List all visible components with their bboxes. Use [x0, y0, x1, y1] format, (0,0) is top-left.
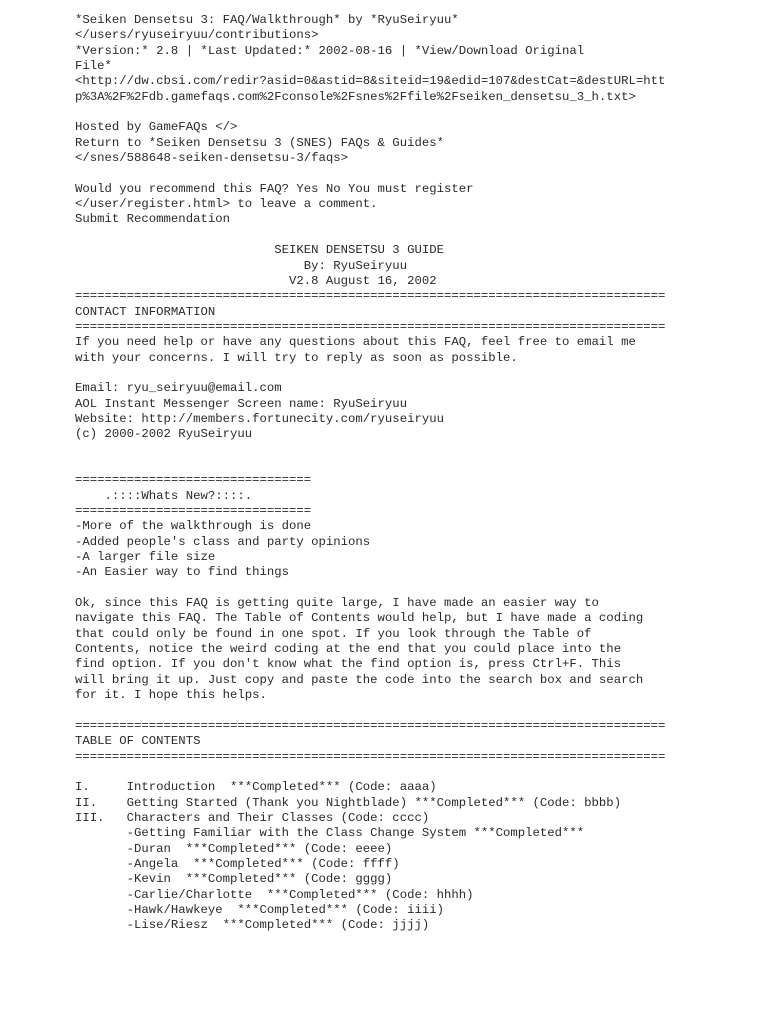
text-line: ================================================================================	[75, 749, 666, 764]
text-line	[75, 765, 665, 780]
text-line: ================================================================================	[75, 718, 666, 733]
text-line: Email: ryu_seiryuu@email.com	[75, 381, 282, 396]
text-line: navigate this FAQ. The Table of Contents would help, but I have made a coding	[75, 611, 644, 626]
text-line: ================================	[75, 473, 312, 488]
text-line: -Hawk/Hawkeye ***Completed*** (Code: iiii)	[75, 902, 444, 917]
text-line: -Lise/Riesz ***Completed*** (Code: jjjj)	[75, 918, 430, 933]
text-line: </users/ryuseiryuu/contributions>	[75, 28, 319, 43]
text-line: ================================================================================	[75, 319, 666, 334]
text-line: will bring it up. Just copy and paste the code into the search box and search	[75, 672, 644, 687]
text-line	[75, 105, 665, 120]
text-line: If you need help or have any questions about this FAQ, feel free to email me	[75, 335, 636, 350]
text-line	[75, 366, 665, 381]
text-line: Ok, since this FAQ is getting quite large, I have made an easier way to	[75, 596, 599, 611]
text-line: CONTACT INFORMATION	[75, 304, 216, 319]
text-line: that could only be found in one spot. If you look through the Table of	[75, 626, 592, 641]
text-line	[75, 581, 665, 596]
text-line: -Getting Familiar with the Class Change System ***Completed***	[75, 826, 585, 841]
text-line	[75, 443, 665, 458]
text-line	[75, 703, 665, 718]
text-line: ================================================================================	[75, 289, 666, 304]
text-line: AOL Instant Messenger Screen name: RyuSeiryuu	[75, 396, 408, 411]
faq-document-text	[75, 13, 665, 934]
text-line	[75, 228, 665, 243]
text-line: ================================	[75, 504, 312, 518]
text-line: II. Getting Started (Thank you Nightblade) ***Completed*** (Code: bbbb)	[75, 795, 622, 810]
text-line: -Added people's class and party opinions	[75, 534, 371, 549]
text-line: SEIKEN DENSETSU 3 GUIDE	[75, 243, 444, 258]
text-line: III. Characters and Their Classes (Code: cccc)	[75, 810, 430, 825]
text-line: -Duran ***Completed*** (Code: eeee)	[75, 841, 393, 856]
text-line: -Kevin ***Completed*** (Code: gggg)	[75, 872, 393, 887]
text-line: TABLE OF CONTENTS	[75, 734, 201, 749]
text-line: *Seiken Densetsu 3: FAQ/Walkthrough* by *RyuSeiryuu*	[75, 13, 459, 27]
text-line: <http://dw.cbsi.com/redir?asid=0&astid=8&siteid=19&edid=107&destCat=&destURL=htt	[75, 74, 666, 89]
text-line	[75, 166, 665, 181]
text-line: -More of the walkthrough is done	[75, 519, 312, 534]
text-line: Submit Recommendation	[75, 212, 230, 227]
text-line: -Carlie/Charlotte ***Completed*** (Code: hhhh)	[75, 887, 474, 902]
text-line: p%3A%2F%2Fdb.gamefaqs.com%2Fconsole%2Fsnes%2Ffile%2Fseiken_densetsu_3_h.txt>	[75, 89, 636, 104]
text-line: File*	[75, 59, 112, 74]
text-line: for it. I hope this helps.	[75, 688, 267, 703]
text-line: Return to *Seiken Densetsu 3 (SNES) FAQs & Guides*	[75, 135, 444, 150]
text-line: Would you recommend this FAQ? Yes No You must register	[75, 181, 474, 196]
text-line: -A larger file size	[75, 550, 216, 565]
text-line: Website: http://members.fortunecity.com/ryuseiryuu	[75, 411, 444, 426]
text-line: *Version:* 2.8 | *Last Updated:* 2002-08-16 | *View/Download Original	[75, 43, 585, 58]
text-line: Hosted by GameFAQs </>	[75, 120, 238, 135]
text-line: .::::Whats New?::::.	[75, 488, 253, 503]
text-line	[75, 458, 665, 473]
text-line: (c) 2000-2002 RyuSeiryuu	[75, 427, 253, 442]
text-line: find option. If you don't know what the find option is, press Ctrl+F. This	[75, 657, 622, 672]
text-line: </user/register.html> to leave a comment.	[75, 197, 378, 212]
text-line: with your concerns. I will try to reply as soon as possible.	[75, 350, 518, 365]
text-line: By: RyuSeiryuu	[75, 258, 408, 273]
text-line: Contents, notice the weird coding at the end that you could place into the	[75, 642, 622, 657]
text-line: I. Introduction ***Completed*** (Code: aaaa)	[75, 780, 437, 795]
text-line: V2.8 August 16, 2002	[75, 273, 437, 288]
text-line: -An Easier way to find things	[75, 565, 290, 580]
text-line: </snes/588648-seiken-densetsu-3/faqs>	[75, 151, 349, 166]
text-line: -Angela ***Completed*** (Code: ffff)	[75, 856, 400, 871]
